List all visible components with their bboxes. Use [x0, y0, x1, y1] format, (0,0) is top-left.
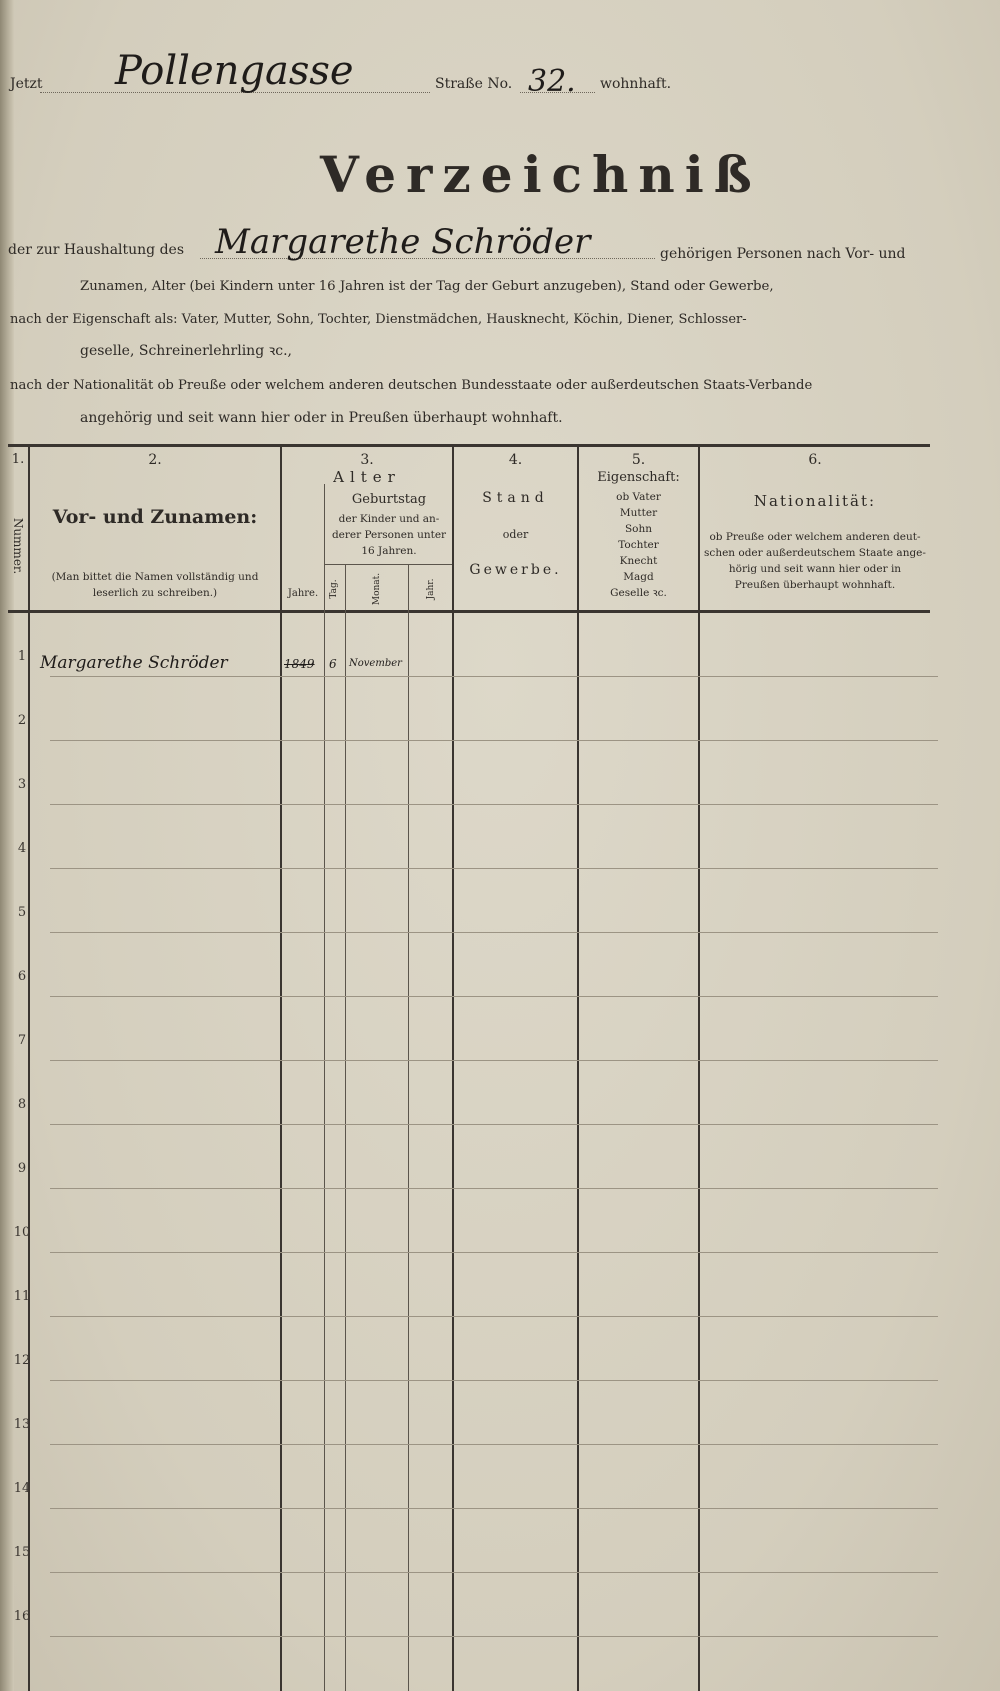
- row-ruling: [50, 740, 938, 741]
- intro-line1-suffix: gehörigen Personen nach Vor- und: [660, 246, 906, 262]
- row-name-handwritten: Margarethe Schröder: [40, 653, 228, 673]
- row-ruling: [50, 1444, 938, 1445]
- col5-label: Eigenschaft:: [597, 470, 680, 485]
- col3-sub1: Geburtstag: [351, 492, 427, 507]
- row-ruling: [50, 1636, 938, 1637]
- row-number: 3: [17, 777, 27, 792]
- row-number: 5: [17, 905, 27, 920]
- row-number: 7: [17, 1033, 27, 1048]
- row-ruling: [50, 1252, 938, 1253]
- householder-handwritten: Margarethe Schröder: [215, 222, 591, 262]
- row-ruling: [50, 1508, 938, 1509]
- row-number: 1: [17, 649, 27, 664]
- table-body: [8, 613, 930, 1691]
- col3-sub2: der Kinder und an-: [338, 513, 440, 525]
- row-ruling: [50, 1316, 938, 1317]
- col5-item: Geselle ꝛc.: [610, 587, 667, 599]
- row-number: 4: [17, 841, 27, 856]
- row-number: 16: [13, 1609, 31, 1624]
- street-handwritten: Pollengasse: [115, 48, 354, 94]
- col5-item: Mutter: [619, 507, 658, 519]
- house-number-handwritten: 32.: [528, 64, 576, 99]
- col6-note1: ob Preuße oder welchem anderen deut-: [709, 531, 921, 543]
- col5-item: Magd: [623, 571, 654, 583]
- row-ruling: [50, 676, 938, 677]
- wohnhaft-label: wohnhaft.: [600, 76, 672, 92]
- row-ruling: [50, 868, 938, 869]
- col6-number: 6.: [808, 452, 822, 468]
- intro-line6: angehörig und seit wann hier oder in Preußen überhaupt wohnhaft.: [80, 410, 563, 426]
- birthday-subheader-rule: [324, 564, 452, 565]
- jetzt-label: Jetzt: [10, 76, 43, 92]
- row-jahre-handwritten: 1849: [284, 657, 315, 671]
- col3-jahr: Jahr.: [426, 578, 436, 600]
- row-number: 11: [13, 1289, 31, 1304]
- col5-number: 5.: [631, 452, 646, 468]
- col2-note1: (Man bittet die Namen vollständig und: [51, 571, 259, 583]
- col6-note4: Preußen überhaupt wohnhaft.: [734, 579, 896, 591]
- row-number: 9: [17, 1161, 27, 1176]
- intro-line4: geselle, Schreinerlehrling ꝛc.,: [80, 343, 292, 359]
- col4-number: 4.: [508, 452, 523, 468]
- persons-table: [8, 444, 930, 1691]
- col5-item: Knecht: [619, 555, 658, 567]
- strasse-no-label: Straße No.: [435, 76, 513, 92]
- intro-line3: nach der Eigenschaft als: Vater, Mutter, Sohn, Tochter, Dienstmädchen, Hausknecht, Köchin, Diener, Schlosser-: [10, 312, 747, 327]
- col1-number: 1.: [11, 452, 25, 467]
- row-monat-handwritten: November: [349, 658, 402, 669]
- col3-sub4: 16 Jahren.: [361, 545, 417, 557]
- row-number: 10: [13, 1225, 31, 1240]
- col6-note3: hörig und seit wann hier oder in: [728, 563, 902, 575]
- row-ruling: [50, 1060, 938, 1061]
- intro-line1-prefix: der zur Haushaltung des: [8, 242, 185, 258]
- page-title: Verzeichniß: [320, 145, 762, 204]
- row-ruling: [50, 1188, 938, 1189]
- row-number: 6: [17, 969, 27, 984]
- col3-tag: Tag.: [329, 579, 339, 599]
- col5-item: Tochter: [618, 539, 659, 551]
- col4-label2: oder: [502, 528, 529, 541]
- row-number: 12: [13, 1353, 31, 1368]
- col2-number: 2.: [148, 452, 162, 468]
- row-number: 8: [17, 1097, 27, 1112]
- col3-jahre: Jahre.: [287, 588, 319, 599]
- col6-label: Nationalität:: [753, 492, 877, 510]
- col3-number: 3.: [360, 452, 374, 468]
- row-tag-handwritten: 6: [329, 657, 337, 671]
- row-number: 14: [13, 1481, 31, 1496]
- table-top-rule: [8, 444, 930, 447]
- col5-item: Sohn: [624, 523, 653, 535]
- col3-sub3: derer Personen unter: [331, 529, 447, 541]
- col2-label: Vor- und Zunamen:: [52, 506, 258, 528]
- intro-line5: nach der Nationalität ob Preuße oder welchem anderen deutschen Bundesstaate oder außerdeutschen Staats-Verbande: [10, 378, 813, 393]
- col3-label: Alter: [333, 468, 401, 486]
- col1-label: Nummer.: [11, 517, 25, 575]
- row-number: 2: [17, 713, 27, 728]
- col6-note2: schen oder außerdeutschem Staate ange-: [704, 547, 926, 559]
- row-ruling: [50, 996, 938, 997]
- col4-label3: Gewerbe.: [469, 562, 562, 578]
- row-ruling: [50, 1572, 938, 1573]
- row-number: 13: [13, 1417, 31, 1432]
- col2-note2: leserlich zu schreiben.): [92, 587, 218, 599]
- col4-label1: Stand: [482, 490, 549, 506]
- row-ruling: [50, 1124, 938, 1125]
- col3-monat: Monat.: [372, 572, 382, 606]
- row-ruling: [50, 932, 938, 933]
- row-number: 15: [13, 1545, 31, 1560]
- col5-item: ob Vater: [616, 491, 661, 503]
- row-ruling: [50, 804, 938, 805]
- intro-line2: Zunamen, Alter (bei Kindern unter 16 Jahren ist der Tag der Geburt anzugeben), Stand oder Gewerbe,: [80, 279, 774, 294]
- row-ruling: [50, 1380, 938, 1381]
